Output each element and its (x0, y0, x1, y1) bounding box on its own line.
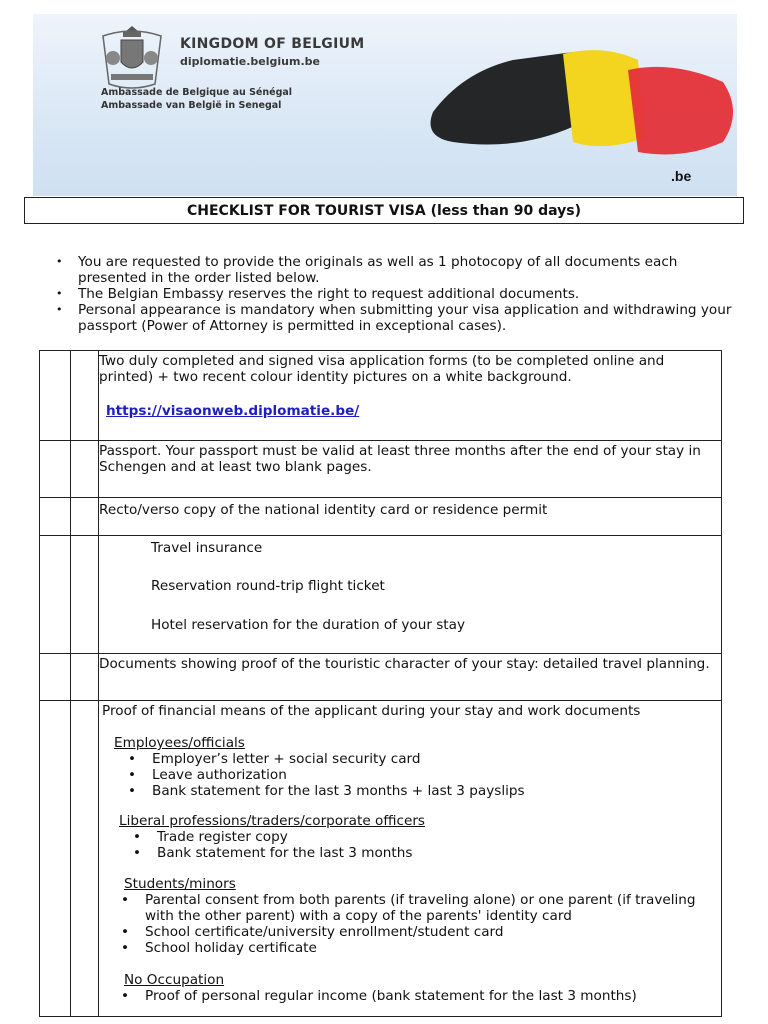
belgian-flag-brushstroke (423, 42, 737, 162)
table-row (40, 654, 722, 701)
check-box-secondary[interactable] (71, 701, 99, 1017)
table-row (40, 536, 722, 654)
touristic-text: Documents showing proof of the touristic character of your stay: detailed travel planning. (99, 654, 722, 701)
table-row (40, 441, 722, 498)
table-row (40, 498, 722, 536)
header-banner (33, 14, 737, 196)
row-description (99, 351, 722, 441)
check-box[interactable] (40, 701, 71, 1017)
list-item: • School certificate/university enrollment/student card (145, 924, 721, 940)
no-occupation-list (99, 988, 721, 1004)
embassy-fr: Ambassade de Belgique au Sénégal (101, 87, 293, 98)
be-logo: .be (671, 168, 692, 184)
financial-heading: Proof of financial means of the applicant during your stay and work documents (102, 703, 641, 719)
check-box-secondary[interactable] (71, 654, 99, 701)
students-list (99, 892, 721, 956)
list-item: • Employer’s letter + social security card (152, 751, 721, 767)
checklist-title: CHECKLIST FOR TOURIST VISA (less than 90 days) (24, 197, 744, 224)
hotel-reservation: Hotel reservation for the duration of your stay (151, 617, 466, 633)
students-label: Students/minors (124, 876, 236, 892)
list-item: • Proof of personal regular income (bank statement for the last 3 months) (145, 988, 721, 1004)
list-item: • Parental consent from both parents (if traveling alone) or one parent (if traveling with the other parent) with a copy of the parents' identity card (145, 892, 721, 924)
list-item: • Leave authorization (152, 767, 721, 783)
employees-list (99, 751, 721, 799)
liberal-label: Liberal professions/traders/corporate officers (119, 813, 425, 829)
coat-of-arms-icon (95, 22, 169, 92)
intro-list (56, 254, 736, 334)
forms-text: Two duly completed and signed visa application forms (to be completed online and printed) + two recent colour identity pictures on a white background. (99, 353, 665, 385)
checklist-table (39, 350, 722, 1017)
check-box[interactable] (40, 498, 71, 536)
check-box-secondary[interactable] (71, 498, 99, 536)
list-item: • School holiday certificate (145, 940, 721, 956)
flight-ticket: Reservation round-trip flight ticket (151, 578, 385, 594)
check-box[interactable] (40, 441, 71, 498)
no-occupation-label: No Occupation (124, 972, 225, 988)
check-box-secondary[interactable] (71, 536, 99, 654)
embassy-nl: Ambassade van België in Senegal (101, 100, 282, 111)
table-row (40, 351, 722, 441)
list-item: • Bank statement for the last 3 months (157, 845, 721, 861)
check-box[interactable] (40, 536, 71, 654)
table-row (40, 701, 722, 1017)
check-box-secondary[interactable] (71, 351, 99, 441)
liberal-list (99, 829, 721, 861)
row-description (99, 701, 722, 1017)
id-card-text: Recto/verso copy of the national identity card or residence permit (99, 498, 722, 536)
kingdom-title: KINGDOM OF BELGIUM (180, 36, 365, 52)
check-box-secondary[interactable] (71, 441, 99, 498)
row-description (99, 536, 722, 654)
list-item: • Bank statement for the last 3 months + last 3 payslips (152, 783, 721, 799)
employees-label: Employees/officials (114, 735, 245, 751)
intro-item: • Personal appearance is mandatory when submitting your visa application and withdrawing your passport (Power of Attorney is permitted in exceptional cases). (56, 302, 736, 334)
domain-text: diplomatie.belgium.be (180, 55, 320, 68)
visaonweb-link[interactable]: https://visaonweb.diplomatie.be/ (106, 403, 360, 419)
intro-item: • You are requested to provide the originals as well as 1 photocopy of all documents each presented in the order listed below. (56, 254, 736, 286)
list-item: • Trade register copy (157, 829, 721, 845)
intro-item: • The Belgian Embassy reserves the right to request additional documents. (56, 286, 736, 302)
check-box[interactable] (40, 654, 71, 701)
passport-text: Passport. Your passport must be valid at least three months after the end of your stay in Schengen and at least two blank pages. (99, 441, 722, 498)
travel-insurance: Travel insurance (151, 540, 263, 556)
check-box[interactable] (40, 351, 71, 441)
